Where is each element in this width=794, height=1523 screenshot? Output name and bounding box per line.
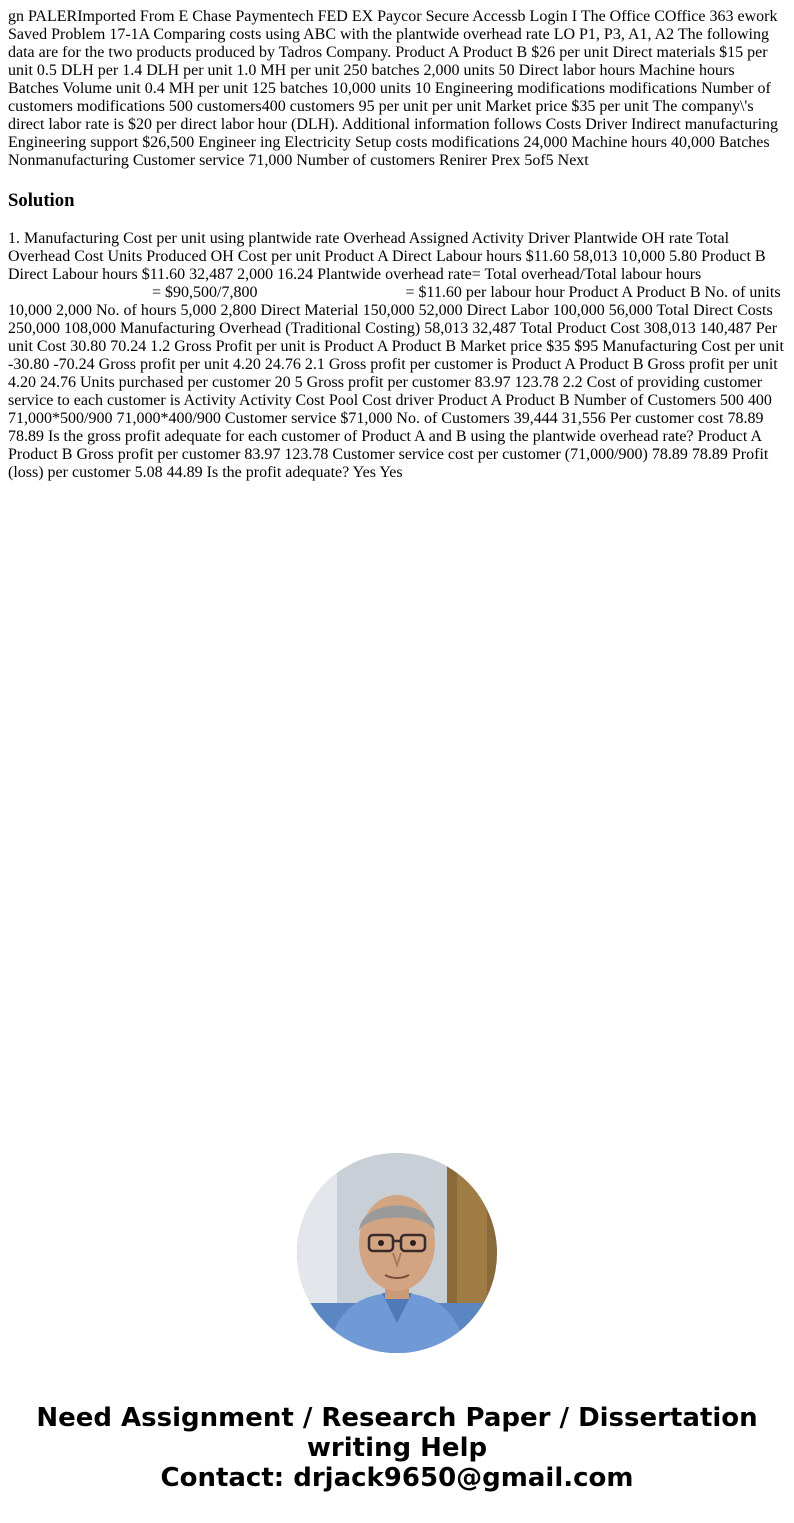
author-photo-icon [297,1153,497,1353]
solution-part-2: = $90,500/7,800 [152,284,258,301]
promo-line-1: Need Assignment / Research Paper / Dissertation [36,1403,758,1433]
question-text: gn PALERImported From E Chase Paymentech FED EX Paycor Secure Accessb Login I The Office COffice 363 ework Saved Problem 17-1A Comparing costs using ABC with the plantwide overhead rate LO P1, P3, A1, A2 The following data are for the two products produced by Tadros Company. Product A Product B $26 per unit Direct materials $15 per unit 0.5 DLH per 1.4 DLH per unit 1.0 MH per unit 250 batches 2,000 units 50 Direct labor hours Machine hours Batches Volume unit 0.4 MH per unit 125 batches 10,000 units 10 Engineering modifications modifications Number of customers modifications 500 customers400 customers 95 per unit per unit Market price $35 per unit The company\'s direct labor rate is $20 per direct labor hour (DLH). Additional information follows Costs Driver Indirect manufacturing Engineering support $26,500 Engineer ing Electricity Setup costs modifications 24,000 Machine hours 40,000 Batches Nonmanufacturing Customer service 71,000 Number of customers Renirer Prex 5of5 Next [8,8,779,169]
author-avatar [297,1153,497,1353]
solution-part-3: = $11.60 per labour hour Product A Product B No. of units 10,000 2,000 No. of hours 5,000 2,800 Direct Material 150,000 52,000 Direct Labor 100,000 56,000 Total Direct Costs 250,000 108,000 Manufacturing Overhead (Traditional Costing) 58,013 32,487 Total Product Cost 308,013 140,487 Per unit Cost 30.80 70.24 1.2 Gross Profit per unit is Product A Product B Market price $35 $95 Manufacturing Cost per unit -30.80 -70.24 Gross profit per unit 4.20 24.76 2.1 Gross profit per customer is Product A Product B Gross profit per unit 4.20 24.76 Units purchased per customer 20 5 Gross profit per customer 83.97 123.78 2.2 Cost of providing customer service to each customer is Activity Activity Cost Pool Cost driver Product A Product B Number of Customers 500 400 71,000*500/900 71,000*400/900 Customer service $71,000 No. of Customers 39,444 31,556 Per customer cost 78.89 78.89 Is the gross profit adequate for each customer of Product A and B using the plantwide overhead rate? Product A Product B Gross profit per customer 83.97 123.78 Customer service cost per customer (71,000/900) 78.89 78.89 Profit (loss) per customer 5.08 44.89 Is the profit adequate? Yes Yes [8,284,784,481]
promo-banner [0,1403,794,1493]
solution-text [8,230,786,482]
page-content [8,8,786,482]
promo-line-2: writing Help [306,1433,488,1463]
solution-heading: Solution [8,190,75,211]
solution-part-1: 1. Manufacturing Cost per unit using plantwide rate Overhead Assigned Activity Driver Plantwide OH rate Total Overhead Cost Units Produced OH Cost per unit Product A Direct Labour hours $11.60 58,013 10,000 5.80 Product B Direct Labour hours $11.60 32,487 2,000 16.24 Plantwide overhead rate= Total overhead/Total labour hours [8,230,766,283]
promo-contact: Contact: drjack9650@gmail.com [160,1463,634,1493]
